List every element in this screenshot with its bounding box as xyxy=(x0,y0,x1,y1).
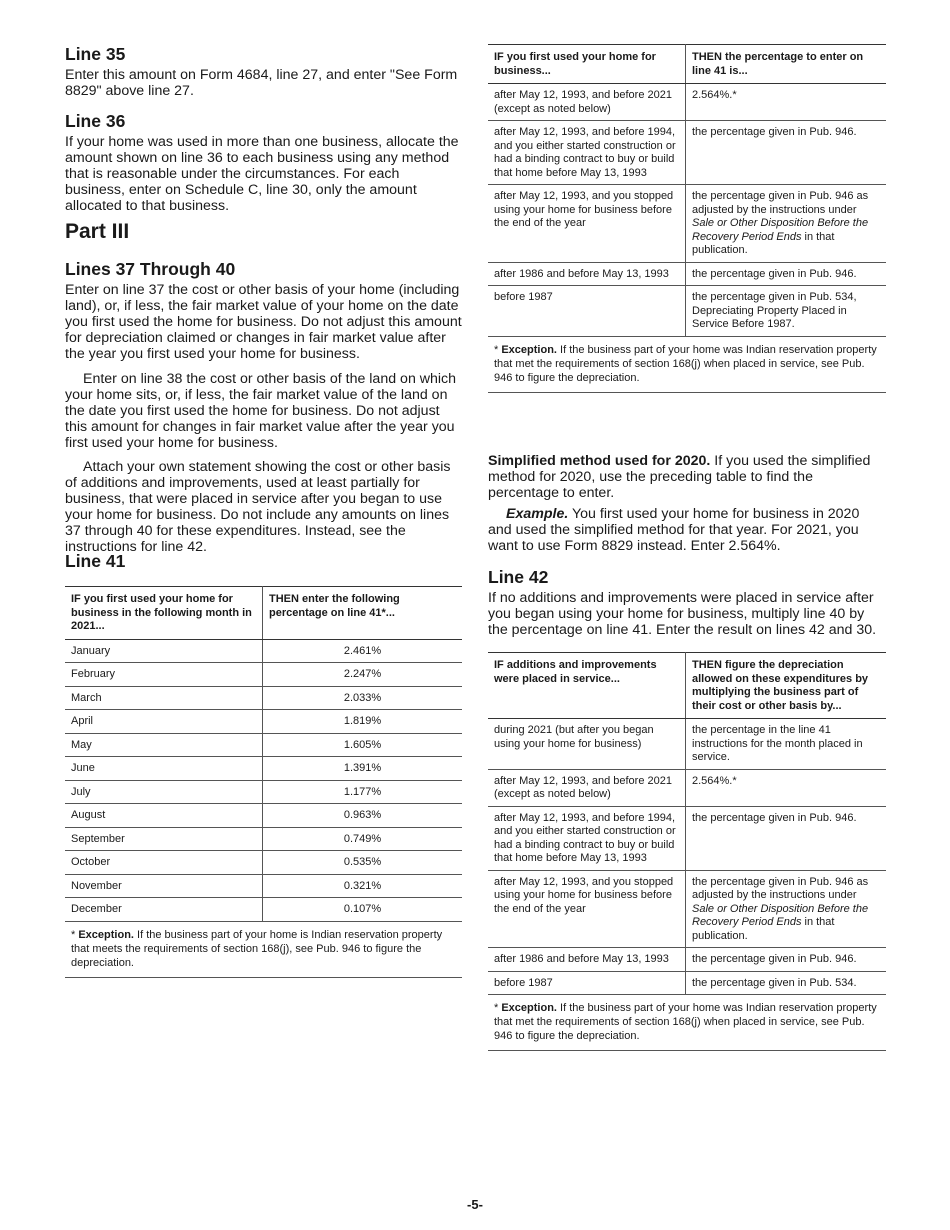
if-cell: before 1987 xyxy=(488,971,686,995)
table-row xyxy=(65,686,462,710)
note-asterisk: * xyxy=(494,1002,502,1014)
then-cell: the percentage given in Pub. 946. xyxy=(686,262,887,286)
then-text: in that publication. xyxy=(692,916,835,942)
percentage-cell: 2.247% xyxy=(263,663,463,687)
line41-years-table-block xyxy=(488,44,886,393)
note-text: If the business part of your home was Indian reservation property that met the requirements of section 168(j) when placed in service, see Pub. 946 to figure the depreciation. xyxy=(494,343,877,384)
table-row xyxy=(65,733,462,757)
line41-header-if: IF you first used your home for business in the following month in 2021... xyxy=(65,587,263,640)
line42-table-block xyxy=(488,652,886,1051)
then-text: the percentage given in Pub. 946 as adjusted by the instructions under xyxy=(692,190,869,216)
example-para xyxy=(488,506,886,554)
lines37-40-para2: Enter on line 38 the cost or other basis of the land on which your home sits, or, if less, the fair market value of the land on the date you first used the home for business. Do not adjust this amount for changes in fair market value after the year you first used your home for business. xyxy=(65,371,457,451)
line36-heading: Line 36 xyxy=(65,111,126,131)
table1-exception-note xyxy=(488,337,886,393)
table2-exception-note xyxy=(488,995,886,1051)
percentage-cell: 0.749% xyxy=(263,827,463,851)
then-italic-text: Sale or Other Disposition Before the Recovery Period Ends xyxy=(692,902,869,928)
if-cell: after May 12, 1993, and before 2021 (except as noted below) xyxy=(488,84,686,121)
table-row xyxy=(65,804,462,828)
table-row xyxy=(488,806,886,870)
lines37-40-para1: Enter on line 37 the cost or other basis of your home (including land), or, if less, the fair market value of your home on the date you first used the home for business. Do not adjust this amount for depreciation claimed or changes in fair market value after the year you first used your home for business. xyxy=(65,282,462,362)
simplified-text: If you used the simplified method for 2020, use the preceding table to find the percentage to enter. xyxy=(488,453,871,501)
table1-body xyxy=(488,84,886,337)
line41-exception-note xyxy=(65,922,462,978)
table-row xyxy=(488,262,886,286)
then-cell: the percentage given in Pub. 946. xyxy=(686,948,887,972)
note-asterisk: * xyxy=(494,343,502,356)
table-row xyxy=(65,874,462,898)
month-cell: June xyxy=(65,757,263,781)
if-cell: after May 12, 1993, and you stopped using your home for business before the end of the year xyxy=(488,870,686,948)
percentage-cell: 1.605% xyxy=(263,733,463,757)
line36-text: If your home was used in more than one business, allocate the amount shown on line 36 to each business using any method that is reasonable under the circumstances. For each business, enter on Schedule C, line 30, only the amount allocated to that business. xyxy=(65,134,459,214)
percentage-cell: 1.819% xyxy=(263,710,463,734)
percentage-cell: 2.461% xyxy=(263,639,463,663)
then-italic-text: Sale or Other Disposition Before the Recovery Period Ends xyxy=(692,217,869,243)
percentage-cell: 0.321% xyxy=(263,874,463,898)
table2-body xyxy=(488,719,886,995)
lines37-40-para3: Attach your own statement showing the cost or other basis of additions and improvements, used at least partially for business, that were placed in service after you began to use your home for business. Do not include any amounts on lines 37 through 40 for these expenditures. Instead, see the instructions for line 42. xyxy=(65,459,451,555)
table2-header-then: THEN figure the depreciation allowed on these expenditures by multiplying the business part of their cost or other basis by... xyxy=(686,653,887,719)
if-cell: before 1987 xyxy=(488,286,686,337)
table2-header-if: IF additions and improvements were placed in service... xyxy=(488,653,686,719)
example-label: Example. xyxy=(506,506,569,522)
line41-heading: Line 41 xyxy=(65,551,126,571)
if-cell: after 1986 and before May 13, 1993 xyxy=(488,948,686,972)
then-cell: 2.564%.* xyxy=(686,769,887,806)
table-row xyxy=(65,710,462,734)
month-cell: July xyxy=(65,780,263,804)
line41-header-then: THEN enter the following percentage on line 41*... xyxy=(263,587,463,640)
if-cell: after 1986 and before May 13, 1993 xyxy=(488,262,686,286)
table-row xyxy=(488,769,886,806)
table1-header-if: IF you first used your home for business... xyxy=(488,45,686,84)
percentage-cell: 1.391% xyxy=(263,757,463,781)
line41-table-body xyxy=(65,639,462,921)
then-cell xyxy=(686,870,887,948)
note-label: Exception. xyxy=(501,343,557,356)
then-cell: the percentage given in Pub. 946. xyxy=(686,121,887,185)
part3-heading: Part III xyxy=(65,220,130,243)
if-cell: after May 12, 1993, and you stopped using your home for business before the end of the year xyxy=(488,185,686,263)
month-cell: November xyxy=(65,874,263,898)
month-cell: August xyxy=(65,804,263,828)
page-number: -5- xyxy=(467,1197,483,1212)
percentage-cell: 0.535% xyxy=(263,851,463,875)
then-cell: the percentage given in Pub. 534, Depreciating Property Placed in Service Before 1987. xyxy=(686,286,887,337)
line41-years-table xyxy=(488,44,886,337)
note-text: If the business part of your home was Indian reservation property that met the requirements of section 168(j) when placed in service, see Pub. 946 to figure the depreciation. xyxy=(494,1002,877,1042)
then-cell: the percentage given in Pub. 946. xyxy=(686,806,887,870)
note-label: Exception. xyxy=(501,1002,557,1014)
then-cell: the percentage given in Pub. 534. xyxy=(686,971,887,995)
line35-text: Enter this amount on Form 4684, line 27, and enter "See Form 8829" above line 27. xyxy=(65,67,458,99)
month-cell: April xyxy=(65,710,263,734)
table-row xyxy=(65,898,462,922)
line42-text: If no additions and improvements were placed in service after you began using your home for business, multiply line 40 by the percentage on line 41. Enter the result on lines 42 and 30. xyxy=(488,590,877,638)
table-row xyxy=(488,870,886,948)
percentage-cell: 0.963% xyxy=(263,804,463,828)
line41-table xyxy=(65,586,462,922)
percentage-cell: 2.033% xyxy=(263,686,463,710)
then-text: in that publication. xyxy=(692,230,835,256)
if-cell: after May 12, 1993, and before 2021 (except as noted below) xyxy=(488,769,686,806)
month-cell: February xyxy=(65,663,263,687)
table-row xyxy=(488,948,886,972)
month-cell: December xyxy=(65,898,263,922)
table-row xyxy=(65,780,462,804)
percentage-cell: 1.177% xyxy=(263,780,463,804)
table-row xyxy=(488,719,886,770)
month-cell: May xyxy=(65,733,263,757)
table-row xyxy=(488,121,886,185)
simplified-method-para xyxy=(488,453,886,501)
line42-heading: Line 42 xyxy=(488,567,549,587)
month-cell: March xyxy=(65,686,263,710)
table-row xyxy=(65,663,462,687)
note-label: Exception. xyxy=(78,928,134,941)
lines37-40-heading: Lines 37 Through 40 xyxy=(65,259,236,279)
if-cell: during 2021 (but after you began using your home for business) xyxy=(488,719,686,770)
month-cell: January xyxy=(65,639,263,663)
table-row xyxy=(488,185,886,263)
note-asterisk: * xyxy=(71,928,79,941)
then-cell: 2.564%.* xyxy=(686,84,887,121)
table-row xyxy=(65,851,462,875)
note-text: If the business part of your home is Indian reservation property that meets the requirements of section 168(j), see Pub. 946 to figure the depreciation. xyxy=(71,928,443,969)
line35-heading: Line 35 xyxy=(65,44,126,64)
table-row xyxy=(488,84,886,121)
table-row xyxy=(65,757,462,781)
table1-header-then: THEN the percentage to enter on line 41 is... xyxy=(686,45,887,84)
then-cell: the percentage in the line 41 instructions for the month placed in service. xyxy=(686,719,887,770)
example-text: You first used your home for business in 2020 and used the simplified method for that year. For 2021, you want to use Form 8829 instead. Enter 2.564%. xyxy=(488,506,860,554)
line41-table-block xyxy=(65,586,462,978)
table-row xyxy=(65,639,462,663)
table-row xyxy=(65,827,462,851)
table-row xyxy=(488,971,886,995)
if-cell: after May 12, 1993, and before 1994, and you either started construction or had a binding contract to buy or build that home before May 13, 1993 xyxy=(488,121,686,185)
percentage-cell: 0.107% xyxy=(263,898,463,922)
month-cell: October xyxy=(65,851,263,875)
month-cell: September xyxy=(65,827,263,851)
if-cell: after May 12, 1993, and before 1994, and you either started construction or had a binding contract to buy or build that home before May 13, 1993 xyxy=(488,806,686,870)
table-row xyxy=(488,286,886,337)
then-cell xyxy=(686,185,887,263)
line42-table xyxy=(488,652,886,995)
simplified-label: Simplified method used for 2020. xyxy=(488,453,711,469)
then-text: the percentage given in Pub. 946 as adjusted by the instructions under xyxy=(692,875,869,901)
